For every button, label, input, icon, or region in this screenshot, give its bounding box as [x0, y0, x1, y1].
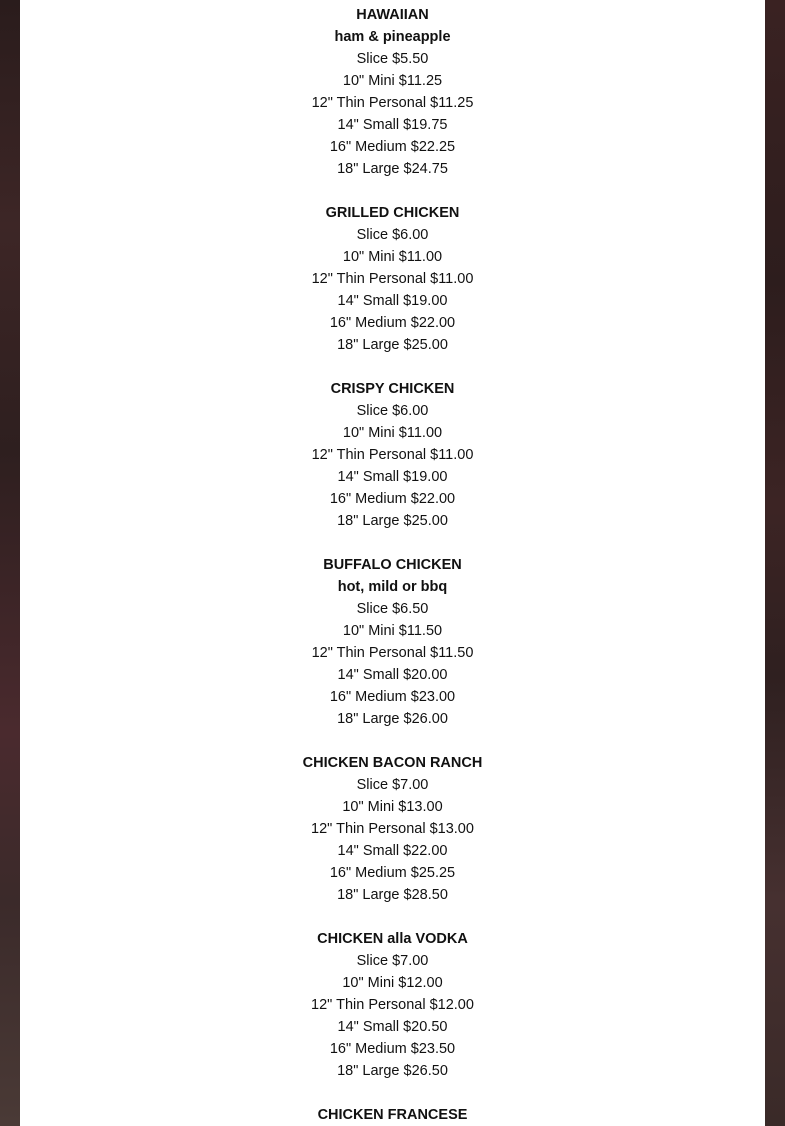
menu-item-price-line: 18" Large $28.50 [337, 887, 448, 903]
menu-item-price-line: 16" Medium $22.00 [329, 491, 456, 507]
menu-item-section [20, 202, 765, 356]
menu-item-price-line: 12" Thin Personal $12.00 [311, 997, 474, 1013]
menu-item-price-line: 14" Small $22.00 [337, 843, 448, 859]
menu-item-price-line: 16" Medium $25.25 [329, 865, 456, 881]
menu-item-name: BUFFALO CHICKEN [323, 557, 462, 573]
menu-item-name: CHICKEN BACON RANCH [302, 755, 483, 771]
menu-item-price-line: 14" Small $19.00 [337, 293, 448, 309]
menu-item-section [20, 378, 765, 532]
menu-item-description: ham & pineapple [334, 29, 451, 45]
menu-item-price-line: Slice $7.00 [356, 777, 429, 793]
menu-item-price-line: 18" Large $26.50 [337, 1063, 448, 1079]
menu-item-section [20, 4, 765, 180]
menu-item-price-line: Slice $6.50 [356, 601, 429, 617]
menu-item-price-line: 10" Mini $13.00 [342, 799, 443, 815]
menu-item-price-line: 18" Large $25.00 [337, 513, 448, 529]
menu-content-panel [20, 0, 765, 1126]
page-background-left [0, 0, 20, 1126]
menu-item-name: HAWAIIAN [356, 7, 429, 23]
page-background-right [765, 0, 785, 1126]
menu-item-section [20, 1104, 765, 1126]
menu-item-price-line: 16" Medium $22.25 [329, 139, 456, 155]
menu-item-price-line: 10" Mini $11.25 [342, 73, 443, 89]
menu-item-name: CHICKEN FRANCESE [317, 1107, 468, 1123]
menu-item-price-line: 10" Mini $11.50 [342, 623, 443, 639]
menu-item-price-line: 10" Mini $12.00 [342, 975, 443, 991]
menu-item-price-line: 14" Small $20.50 [337, 1019, 448, 1035]
menu-item-price-line: 12" Thin Personal $11.00 [311, 447, 474, 463]
menu-item-price-line: 18" Large $26.00 [337, 711, 448, 727]
menu-item-price-line: 10" Mini $11.00 [342, 425, 443, 441]
menu-item-price-line: 12" Thin Personal $11.25 [311, 95, 474, 111]
menu-item-price-line: 12" Thin Personal $13.00 [311, 821, 474, 837]
menu-item-price-line: 16" Medium $22.00 [329, 315, 456, 331]
menu-item-price-line: 14" Small $19.75 [337, 117, 448, 133]
menu-item-section [20, 928, 765, 1082]
menu-item-section [20, 752, 765, 906]
menu-item-price-line: Slice $7.00 [356, 953, 429, 969]
menu-item-price-line: 14" Small $19.00 [337, 469, 448, 485]
menu-item-name: CRISPY CHICKEN [330, 381, 455, 397]
menu-item-price-line: Slice $6.00 [356, 227, 429, 243]
menu-item-name: CHICKEN alla VODKA [317, 931, 468, 947]
menu-item-price-line: 18" Large $25.00 [337, 337, 448, 353]
menu-item-price-line: 12" Thin Personal $11.00 [311, 271, 474, 287]
menu-item-price-line: 12" Thin Personal $11.50 [311, 645, 474, 661]
menu-item-name: GRILLED CHICKEN [325, 205, 460, 221]
pizza-menu-list [20, 0, 765, 1126]
menu-item-section [20, 554, 765, 730]
menu-item-price-line: 18" Large $24.75 [337, 161, 448, 177]
menu-item-price-line: 14" Small $20.00 [337, 667, 448, 683]
menu-item-description: hot, mild or bbq [337, 579, 448, 595]
menu-item-price-line: Slice $5.50 [356, 51, 429, 67]
menu-item-price-line: 10" Mini $11.00 [342, 249, 443, 265]
menu-item-price-line: Slice $6.00 [356, 403, 429, 419]
menu-item-price-line: 16" Medium $23.00 [329, 689, 456, 705]
menu-item-price-line: 16" Medium $23.50 [329, 1041, 456, 1057]
